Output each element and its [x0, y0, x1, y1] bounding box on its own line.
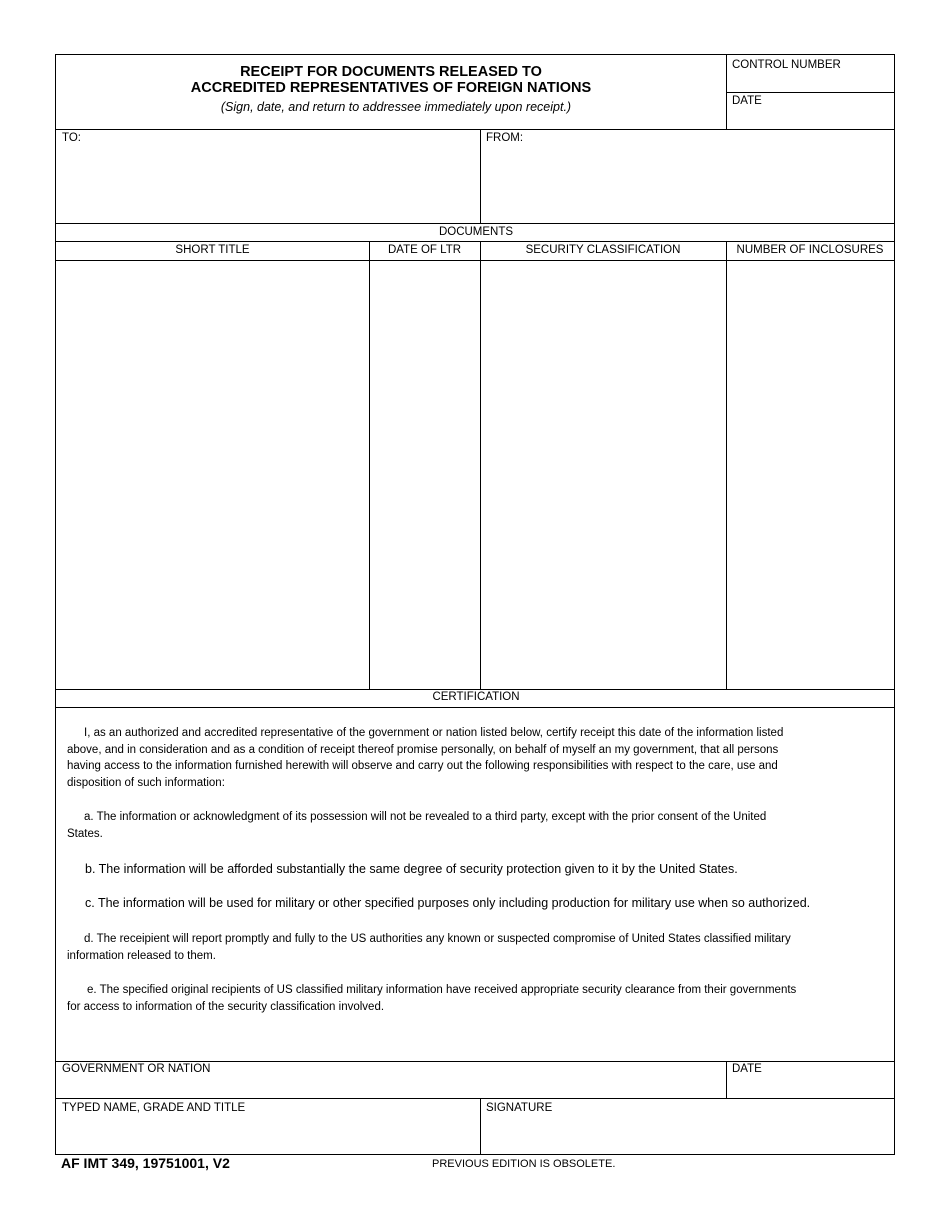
control-number-field[interactable] — [727, 73, 894, 91]
from-label: FROM: — [486, 132, 524, 144]
receipt-form — [55, 54, 895, 1155]
obsolete-edition-note: PREVIOUS EDITION IS OBSOLETE. — [432, 1158, 616, 1170]
column-short-title: SHORT TITLE — [175, 244, 250, 256]
security-classification-field[interactable] — [481, 261, 725, 688]
signature-field[interactable] — [481, 1117, 894, 1153]
short-title-field[interactable] — [57, 261, 368, 688]
certification-item-b: b. The information will be afforded substantially the same degree of security protection given to it by the United States. — [85, 862, 738, 876]
certification-section-label: CERTIFICATION — [432, 691, 520, 703]
form-title-line1: RECEIPT FOR DOCUMENTS RELEASED TO — [240, 64, 542, 80]
to-field[interactable] — [57, 147, 479, 222]
certification-date-field[interactable] — [727, 1077, 894, 1097]
number-of-inclosures-field[interactable] — [727, 261, 894, 688]
certification-item-e: e. The specified original recipients of US classified military information have received appropriate security clearance from their governments for access to information of the security classification involved. — [67, 984, 797, 1013]
documents-section-label: DOCUMENTS — [438, 226, 514, 238]
form-subtitle: (Sign, date, and return to addressee immediately upon receipt.) — [220, 100, 572, 114]
form-title-line2: ACCREDITED REPRESENTATIVES OF FOREIGN NATIONS — [190, 80, 592, 96]
certification-date-label: DATE — [732, 1063, 762, 1075]
header-date-field[interactable] — [727, 109, 894, 128]
certification-item-a: a. The information or acknowledgment of its possession will not be revealed to a third party, except with the prior consent of the United States. — [67, 811, 767, 840]
government-or-nation-field[interactable] — [57, 1077, 725, 1097]
certification-item-c: c. The information will be used for military or other specified purposes only including production for military use when so authorized. — [85, 896, 811, 910]
to-label: TO: — [62, 132, 81, 144]
signature-label: SIGNATURE — [486, 1102, 553, 1114]
column-number-of-inclosures: NUMBER OF INCLOSURES — [736, 244, 884, 256]
from-field[interactable] — [481, 147, 894, 222]
certification-item-d: d. The receipient will report promptly and fully to the US authorities any known or suspected compromise of United States classified military information released to them. — [67, 933, 791, 962]
header-date-label: DATE — [732, 95, 762, 107]
typed-name-field[interactable] — [57, 1117, 479, 1153]
column-security-classification: SECURITY CLASSIFICATION — [525, 244, 681, 256]
typed-name-label: TYPED NAME, GRADE AND TITLE — [62, 1102, 246, 1114]
control-number-label: CONTROL NUMBER — [732, 59, 841, 71]
column-date-of-ltr: DATE OF LTR — [387, 244, 462, 256]
certification-intro: I, as an authorized and accredited representative of the government or nation listed below, certify receipt this date of the information listed above, and in consideration and as a condition of receipt thereof promise personally, on behalf of myself an my government, that all persons having access to the information furnished herewith will observe and carry out the following responsibilities with respect to the care, use and disposition of such information: — [67, 727, 784, 789]
form-identifier: AF IMT 349, 19751001, V2 — [61, 1155, 230, 1171]
date-of-ltr-field[interactable] — [370, 261, 479, 688]
government-or-nation-label: GOVERNMENT OR NATION — [62, 1063, 211, 1075]
